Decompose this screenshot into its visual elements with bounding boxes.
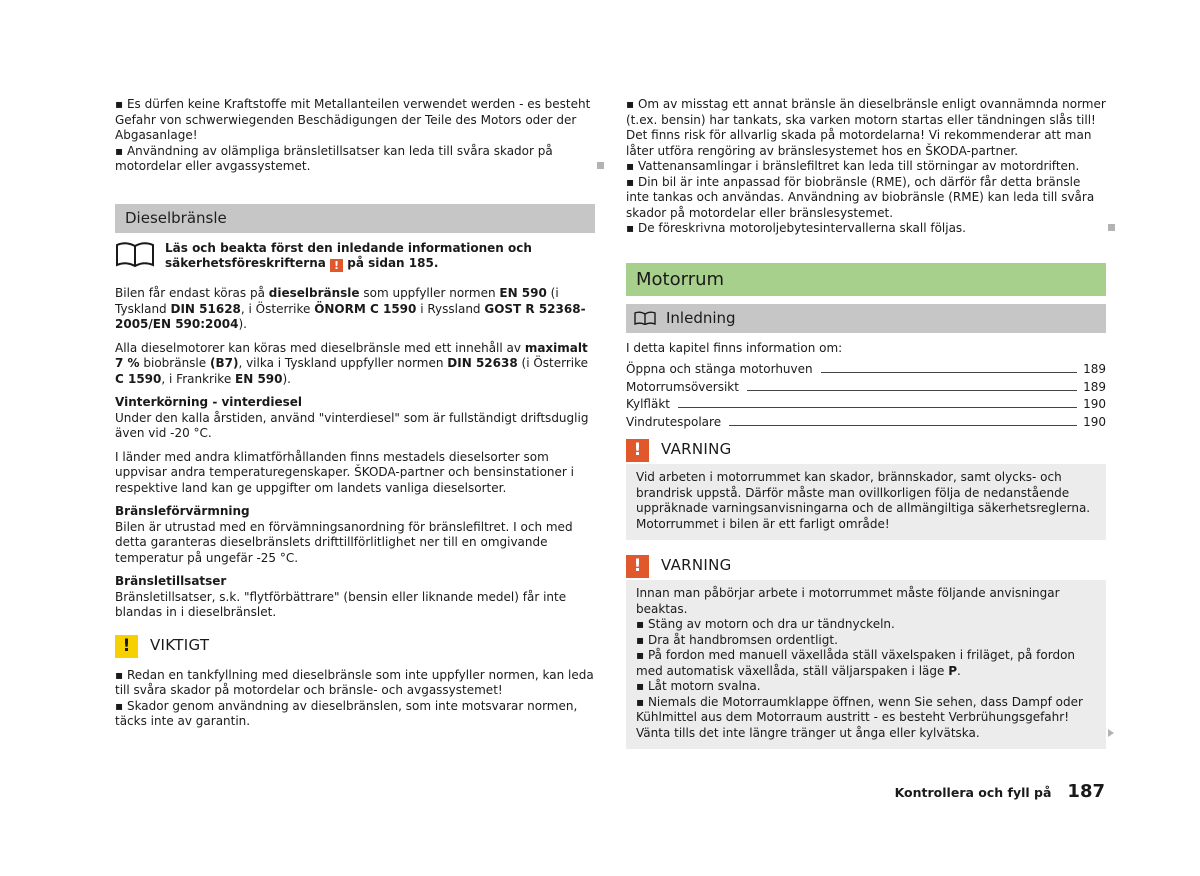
read-first-note <box>115 241 595 273</box>
section-end-marker <box>1108 224 1115 231</box>
toc-entry[interactable]: Öppna och stänga motorhuven 189 <box>626 362 1106 376</box>
list-item: ▪ På fordon med manuell växellåda ställ växelspaken i friläget, på fordon med automatisk växellåda, ställ väljarspaken i läge P. <box>636 648 1096 679</box>
list-item: ▪ Redan en tankfyllning med dieselbränsle som inte uppfyller normen, kan leda till svåra skador på motordelar och bränsle- och avgassystemet! <box>115 668 595 699</box>
list-item: ▪ Niemals die Motorraumklappe öffnen, wenn Sie sehen, dass Dampf oder Kühlmittel aus dem Motorraum austritt - es besteht Verbrühungsgefahr! Vänta tills det inte längre tränger ut ånga eller kylvätska. <box>636 695 1096 742</box>
preheat-paragraph: Bilen är utrustad med en förvämningsanordning för bränslefiltret. I och med detta garanteras dieselbränslets drifttillförlitlighet ner till en omgivande temperatur på ungefär -25 °C. <box>115 519 573 565</box>
warning-heading: ! VARNING <box>626 552 1106 580</box>
caution-icon: ! <box>115 635 138 658</box>
list-item: ▪ Användning av olämpliga bränsletillsatser kan leda till svåra skador på motordelar eller avgassystemet. <box>115 144 595 175</box>
list-item: ▪ Om av misstag ett annat bränsle än dieselbränsle enligt ovannämnda normer (t.ex. bensin) har tankats, ska varken motorn startas eller tändningen slås till! Det finns risk för allvarlig skada på motordelarna! Vi rekommenderar att man låter utföra rengöring av bränslesystemet hos en ŠKODA-partner. <box>626 97 1106 159</box>
biofuel-paragraph: Alla dieselmotorer kan köras med dieselbränsle med ett innehåll av maximalt 7 % biobränsle (B7), vilka i Tyskland uppfyller normen DIN 52638 (i Österrike C 1590, i Frankrike EN 590). <box>115 340 589 386</box>
chapter-heading-motorrum: Motorrum <box>626 263 1106 296</box>
list-item: ▪ Skador genom användning av dieselbränslen, som inte motsvarar normen, täcks inte av garantin. <box>115 699 595 730</box>
footer-chapter: Kontrollera och fyll på <box>894 785 1052 800</box>
warning-body <box>626 580 1106 741</box>
table-of-contents <box>626 362 1106 432</box>
list-item: ▪ Stäng av motorn och dra ur tändnyckeln. <box>636 617 1096 633</box>
warning-heading: ! VARNING <box>626 436 1106 464</box>
toc-entry[interactable]: Motorrumsöversikt 189 <box>626 379 1106 394</box>
notice-heading <box>115 635 595 658</box>
toc-entry[interactable]: Vindrutespolare 190 <box>626 414 1106 429</box>
section-end-marker <box>597 162 604 169</box>
page-number: 187 <box>1067 781 1105 802</box>
toc-entry[interactable]: Kylfläkt 190 <box>626 397 1106 411</box>
intro-text: I detta kapitel finns information om: <box>626 340 843 355</box>
additive-heading: Bränsletillsatser <box>115 574 227 588</box>
read-first-text: Läs och beakta först den inledande informationen och säkerhetsföreskrifterna ! på sidan 185. <box>165 240 532 272</box>
preheat-heading: Bränsleförvärmning <box>115 504 250 518</box>
page-reference[interactable]: på sidan 185. <box>347 256 439 270</box>
list-item: ▪ De föreskrivna motoroljebytesintervallerna skall följas. <box>626 221 1106 237</box>
warning-icon: ! <box>626 555 649 578</box>
continue-arrow-icon <box>1108 729 1114 737</box>
book-icon <box>115 241 155 267</box>
warning-icon: ! <box>330 259 343 272</box>
warning-icon: ! <box>626 439 649 462</box>
list-item: ▪ Låt motorn svalna. <box>636 679 1096 695</box>
list-item: ▪ Es dürfen keine Kraftstoffe mit Metallanteilen verwendet werden - es besteht Gefahr von schwerwiegenden Beschädigungen der Teile des Motors oder der Abgasanlage! <box>115 97 595 144</box>
page-footer <box>894 781 1105 802</box>
warning-box-2 <box>626 552 1106 749</box>
warning-intro: Innan man påbörjar arbete i motorrummet måste följande anvisningar beaktas. <box>636 586 1060 616</box>
book-icon <box>634 311 656 325</box>
right-column <box>626 97 1106 749</box>
notice-title: VIKTIGT <box>150 636 210 655</box>
additive-paragraph: Bränsletillsatser, s.k. "flytförbättrare" (bensin eller liknande medel) får inte blandas in i dieselbränslet. <box>115 589 567 619</box>
climate-paragraph: I länder med andra klimatförhållanden finns mestadels dieselsorter som uppvisar andra temperaturegenskaper. ŠKODA-partner och bensinstationer i respektive land kan ge uppgifter om landets vanliga dieselsorter. <box>115 449 574 495</box>
winter-heading: Vinterkörning - vinterdiesel <box>115 395 302 409</box>
section-heading-diesel: Dieselbränsle <box>115 204 595 233</box>
list-item: ▪ Din bil är inte anpassad för biobränsle (RME), och därför får detta bränsle inte tankas och användas. Användning av biobränsle (RME) kan leda till svåra skador på motordelar eller bränslesystemet. <box>626 175 1106 222</box>
warning-text: Vid arbeten i motorrummet kan skador, brännskador, samt olycks- och brandrisk uppstå. Därför måste man ovillkorligen följa de nedanstående uppräknade varningsanvisningarna och de allmängiltiga säkerhetsreglerna. Motorrummet i bilen är ett farligt område! <box>636 470 1091 531</box>
list-item: ▪ Vattenansamlingar i bränslefiltret kan leda till störningar av motordriften. <box>626 159 1106 175</box>
warning-box-1 <box>626 436 1106 540</box>
list-item: ▪ Dra åt handbromsen ordentligt. <box>636 633 1096 649</box>
intro-title: Inledning <box>666 308 736 327</box>
left-column <box>115 97 595 730</box>
winter-paragraph: Under den kalla årstiden, använd "vinterdiesel" som är fullständigt driftsduglig även vid -20 °C. <box>115 410 589 440</box>
diesel-norm-paragraph: Bilen får endast köras på dieselbränsle som uppfyller normen EN 590 (i Tyskland DIN 51628, i Österrike ÖNORM C 1590 i Ryssland GOST R 52368-2005/EN 590:2004). <box>115 286 586 331</box>
intro-heading <box>626 304 1106 333</box>
